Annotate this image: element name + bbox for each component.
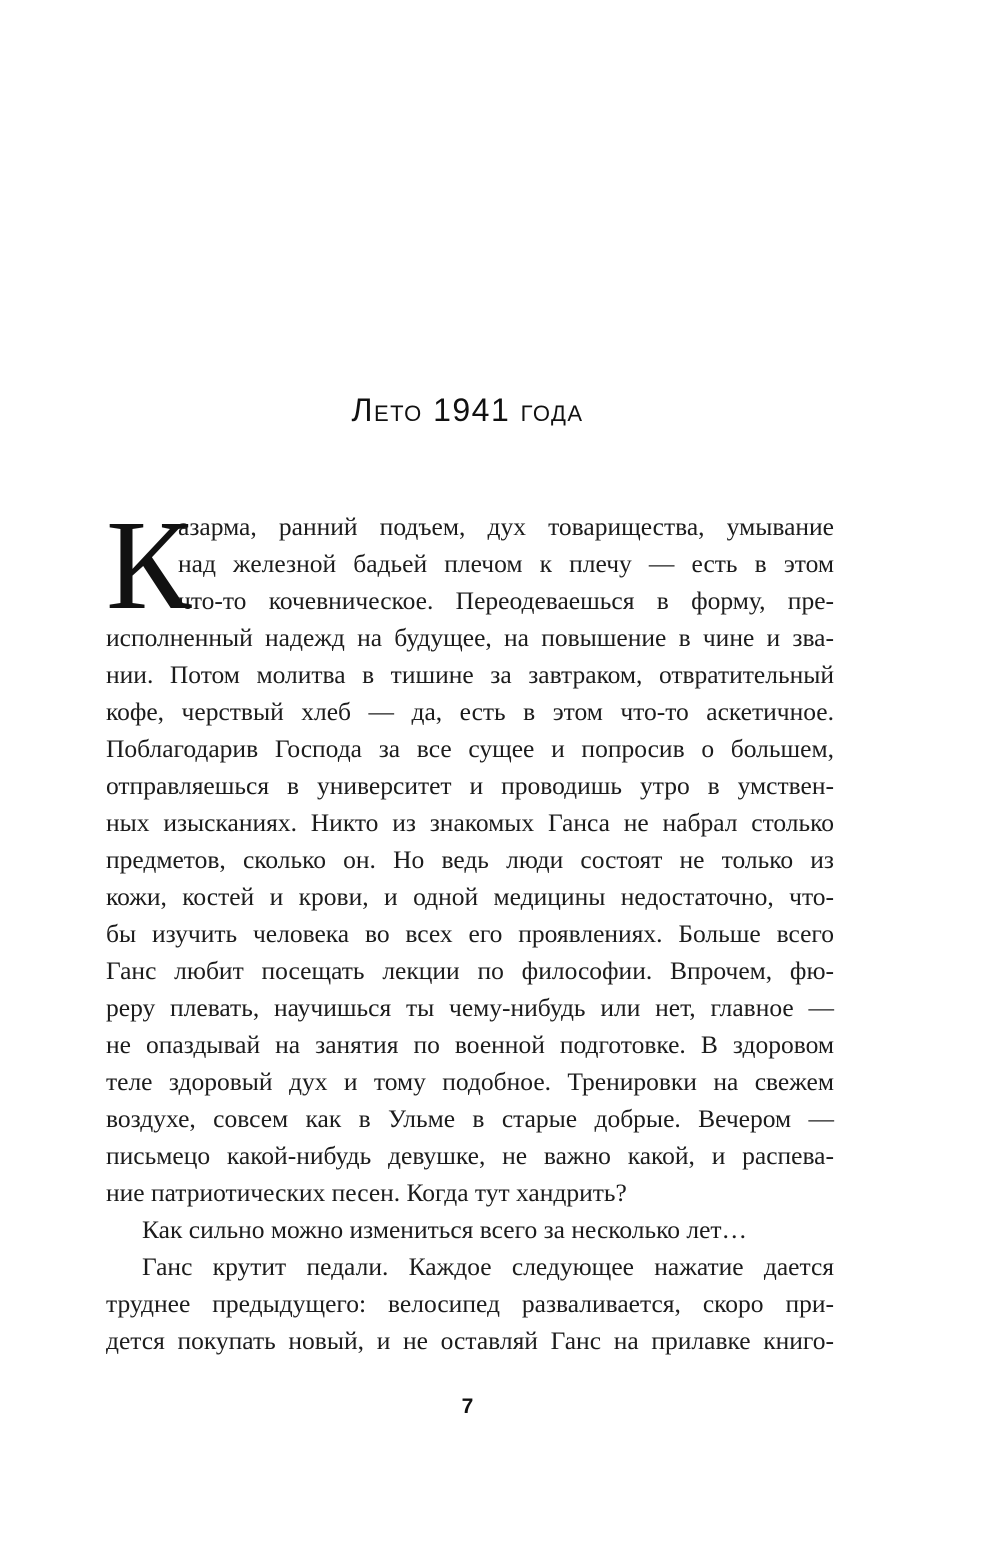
text-line: отправляешься в университет и проводишь утро в умствен- [106, 771, 834, 800]
text-line: ние патриотических песен. Когда тут хандрить? [106, 1178, 627, 1207]
text-line: нии. Потом молитва в тишине за завтраком, отвратительный [106, 660, 834, 689]
page-number: 7 [461, 1395, 474, 1418]
text-line: Поблагодарив Господа за все сущее и попросив о большем, [106, 734, 834, 763]
text-line: воздухе, совсем как в Ульме в старые добрые. Вечером — [106, 1104, 834, 1133]
text-line: реру плевать, научишься ты чему-нибудь или нет, главное — [106, 993, 834, 1022]
text-line: что-то кочевническое. Переодеваешься в форму, пре- [178, 586, 834, 615]
text-line: кофе, черствый хлеб — да, есть в этом что-то аскетичное. [106, 697, 834, 726]
text-line: Как сильно можно измениться всего за несколько лет… [142, 1215, 748, 1244]
text-line: письмецо какой-нибудь девушке, не важно какой, и распева- [106, 1141, 834, 1170]
text-line: бы изучить человека во всех его проявлениях. Больше всего [106, 919, 834, 948]
text-line: труднее предыдущего: велосипед разваливается, скоро при- [106, 1289, 834, 1318]
text-line: Ганс крутит педали. Каждое следующее нажатие дается [142, 1252, 834, 1281]
text-line: азарма, ранний подъем, дух товарищества, умывание [178, 512, 834, 541]
drop-cap: К [106, 494, 192, 636]
text-line: Ганс любит посещать лекции по философии. Впрочем, фю- [106, 956, 834, 985]
text-line: дется покупать новый, и не оставляй Ганс на прилавке книго- [106, 1326, 834, 1355]
text-line: теле здоровый дух и тому подобное. Тренировки на свежем [106, 1067, 834, 1096]
body-text [106, 494, 834, 1359]
chapter-title: Лето 1941 года [351, 392, 584, 428]
text-line: кожи, костей и крови, и одной медицины недостаточно, что- [106, 882, 834, 911]
text-line: над железной бадьей плечом к плечу — есть в этом [178, 549, 834, 578]
text-line: ных изысканиях. Никто из знакомых Ганса не набрал столько [106, 808, 834, 837]
text-line: предметов, сколько он. Но ведь люди состоят не только из [106, 845, 834, 874]
text-line: не опаздывай на занятия по военной подготовке. В здоровом [106, 1030, 834, 1059]
text-line: исполненный надежд на будущее, на повышение в чине и зва- [106, 623, 834, 652]
